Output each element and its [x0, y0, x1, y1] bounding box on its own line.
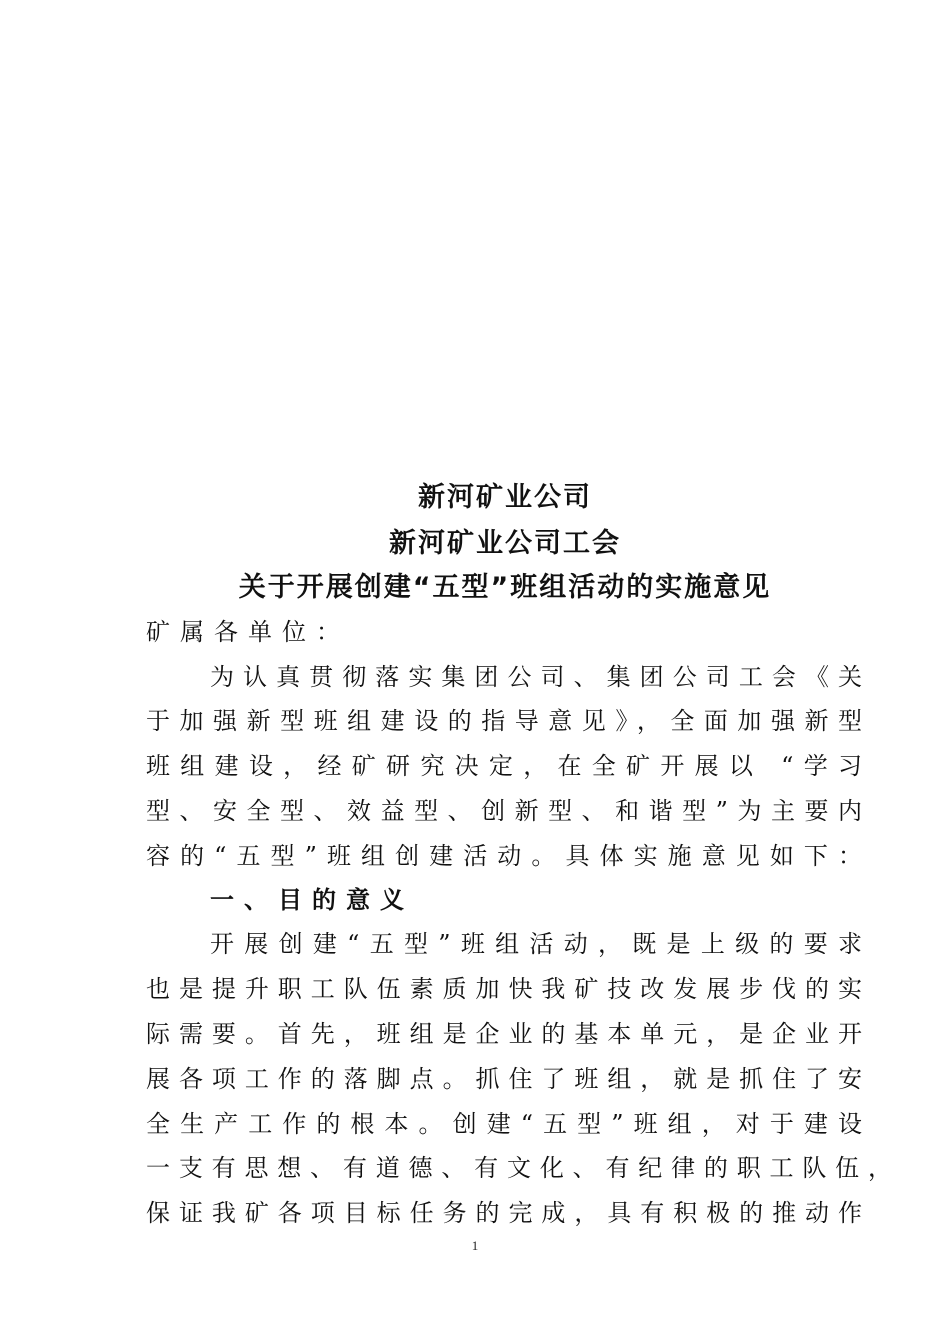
- paragraph-line: 开展创建“五型”班组活动，既是上级的要求: [210, 930, 862, 958]
- paragraph-line: 容的“五型”班组创建活动。具体实施意见如下：: [146, 842, 862, 870]
- document-title-union: 新河矿业公司工会: [389, 528, 621, 559]
- paragraph-line: 于加强新型班组建设的指导意见》，全面加强新型: [146, 707, 862, 735]
- paragraph-line: 全生产工作的根本。创建“五型”班组，对于建设: [146, 1110, 862, 1138]
- section-heading: 一、目的意义: [210, 886, 414, 914]
- salutation: 矿属各单位：: [146, 618, 350, 646]
- paragraph-line: 班组建设，经矿研究决定，在全矿开展以 “学习: [146, 752, 862, 780]
- paragraph-line: 型、安全型、效益型、创新型、和谐型”为主要内: [146, 797, 862, 825]
- paragraph-line: 保证我矿各项目标任务的完成，具有积极的推动作: [146, 1199, 862, 1227]
- paragraph-line: 为认真贯彻落实集团公司、集团公司工会《关: [210, 663, 862, 691]
- paragraph-line: 展各项工作的落脚点。抓住了班组，就是抓住了安: [146, 1065, 862, 1093]
- paragraph-line: 也是提升职工队伍素质加快我矿技改发展步伐的实: [146, 975, 862, 1003]
- document-title-issuer: 新河矿业公司: [418, 482, 592, 513]
- page-number: 1: [471, 1238, 479, 1253]
- paragraph-line: 际需要。首先，班组是企业的基本单元，是企业开: [146, 1020, 862, 1048]
- document-title-subject: 关于开展创建“五型”班组活动的实施意见: [238, 572, 772, 603]
- paragraph-line: 一支有思想、有道德、有文化、有纪律的职工队伍，: [146, 1154, 892, 1182]
